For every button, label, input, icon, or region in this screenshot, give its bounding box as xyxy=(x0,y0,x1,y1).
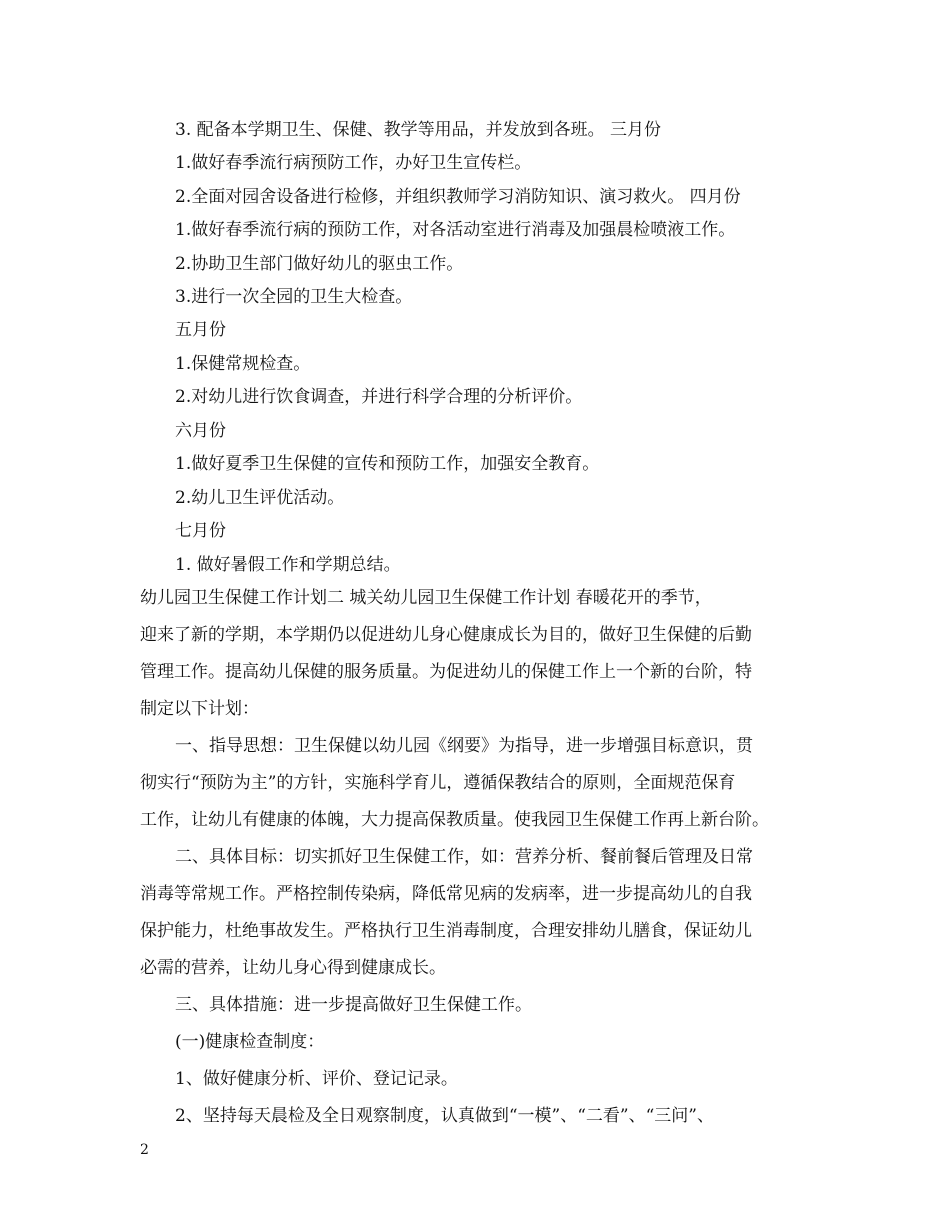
text-line: 3. 配备本学期卫生、保健、教学等用品，并发放到各班。 三月份 xyxy=(175,120,662,140)
text-line: 七月份 xyxy=(175,521,226,541)
text-line: 3.进行一次全园的卫生大检查。 xyxy=(175,287,413,307)
text-line: 1.做好夏季卫生保健的宣传和预防工作，加强安全教育。 xyxy=(175,454,600,474)
text-line: 2.幼儿卫生评优活动。 xyxy=(175,488,345,508)
text-line: 必需的营养，让幼儿身心得到健康成长。 xyxy=(140,958,446,978)
text-line: 一、指导思想：卫生保健以幼儿园《纲要》为指导，进一步增强目标意识，贯 xyxy=(175,736,753,756)
text-line: 1.保健常规检查。 xyxy=(175,354,311,374)
text-line: 1.做好春季流行病的预防工作，对各活动室进行消毒及加强晨检喷液工作。 xyxy=(175,220,736,240)
text-line: 五月份 xyxy=(175,320,226,340)
text-line: 1. 做好暑假工作和学期总结。 xyxy=(175,555,401,575)
text-line: 1、做好健康分析、评价、登记记录。 xyxy=(175,1069,458,1089)
text-line: 幼儿园卫生保健工作计划二 城关幼儿园卫生保健工作计划 春暖花开的季节， xyxy=(140,588,712,608)
text-line: 管理工作。提高幼儿保健的服务质量。为促进幼儿的保健工作上一个新的台阶，特 xyxy=(140,662,752,682)
text-line: 2.对幼儿进行饮食调查，并进行科学合理的分析评价。 xyxy=(175,387,583,407)
text-line: 迎来了新的学期，本学期仍以促进幼儿身心健康成长为目的，做好卫生保健的后勤 xyxy=(140,625,752,645)
text-line: (一)健康检查制度： xyxy=(175,1032,325,1052)
text-line: 1.做好春季流行病预防工作，办好卫生宣传栏。 xyxy=(175,153,532,173)
text-line: 六月份 xyxy=(175,421,226,441)
page-number: 2 xyxy=(140,1142,149,1158)
text-line: 2.协助卫生部门做好幼儿的驱虫工作。 xyxy=(175,254,464,274)
text-line: 2.全面对园舍设备进行检修，并组织教师学习消防知识、演习救火。 四月份 xyxy=(175,187,741,207)
text-line: 消毒等常规工作。严格控制传染病，降低常见病的发病率，进一步提高幼儿的自我 xyxy=(140,884,752,904)
text-line: 2、坚持每天晨检及全日观察制度，认真做到“一模”、“二看”、“三问”、 xyxy=(175,1106,714,1126)
text-line: 保护能力，杜绝事故发生。严格执行卫生消毒制度，合理安排幼儿膳食，保证幼儿 xyxy=(140,921,752,941)
text-line: 彻实行“预防为主”的方针，实施科学育儿，遵循保教结合的原则，全面规范保育 xyxy=(140,773,736,793)
text-line: 二、具体目标：切实抓好卫生保健工作，如：营养分析、餐前餐后管理及日常 xyxy=(175,847,753,867)
text-line: 工作，让幼儿有健康的体魄，大力提高保教质量。使我园卫生保健工作再上新台阶。 xyxy=(140,810,769,830)
text-line: 三、具体措施：进一步提高做好卫生保健工作。 xyxy=(175,995,532,1015)
text-line: 制定以下计划： xyxy=(140,699,259,719)
